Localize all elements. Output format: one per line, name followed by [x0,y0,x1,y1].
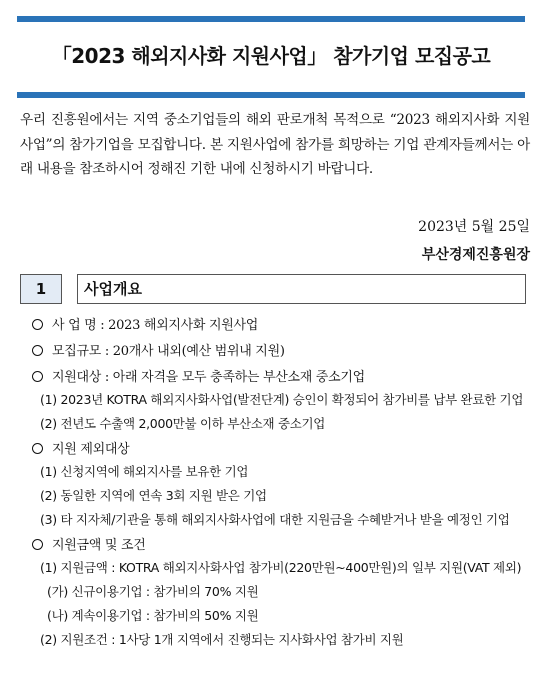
exclusion-item-3: (3) 타 지자체/기관을 통해 해외지사화사업에 대한 지원금을 수혜받거나 받을 예정인 기업 [40,512,510,527]
bullet-exclusions [32,438,129,457]
support-amount-continuing-company: (나) 계속이용기업 : 참가비의 50% 지원 [47,608,259,623]
bullet-project-name [32,314,258,333]
support-condition-item-2: (2) 지원조건 : 1사당 1개 지역에서 진행되는 지사화사업 참가비 지원 [40,632,404,647]
exclusion-item-1: (1) 신청지역에 해외지사를 보유한 기업 [40,464,249,479]
intro-paragraph: 우리 진흥원에서는 지역 중소기업들의 해외 판로개척 목적으로 “2023 해외지사화 지원사업”의 참가기업을 모집합니다. 본 지원사업에 참가를 희망하는 기업 관계자들께서는 아래 내용을 참조하시어 정해진 기한 내에 신청하시기 바랍니다. [20,112,530,177]
issuing-organization: 부산경제진흥원장 [421,247,530,263]
circle-bullet-icon [32,443,43,454]
notice-title: 「2023 해외지사화 지원사업」 참가기업 모집공고 [51,44,491,68]
support-amount-new-company: (가) 신규이용기업 : 참가비의 70% 지원 [47,584,259,599]
section-title: 사업개요 [77,274,526,304]
header-bottom-rule [17,92,525,98]
exclusions-text: 지원 제외대상 [52,442,130,457]
eligibility-text: 지원대상 : 아래 자격을 모두 충족하는 부산소재 중소기업 [52,370,365,385]
support-amount-text: 지원금액 및 조건 [52,538,146,553]
exclusion-item-2: (2) 동일한 지역에 연속 3회 지원 받은 기업 [40,488,267,503]
header-top-rule [17,16,525,22]
bullet-recruit-scale [32,340,285,359]
eligibility-item-2: (2) 전년도 수출액 2,000만불 이하 부산소재 중소기업 [40,416,326,431]
circle-bullet-icon [32,539,43,550]
eligibility-item-1: (1) 2023년 KOTRA 해외지사화사업(발전단계) 승인이 확정되어 참가비를 납부 완료한 기업 [40,392,524,407]
bullet-eligibility [32,366,365,385]
section-number: 1 [20,274,62,304]
support-amount-item-1: (1) 지원금액 : KOTRA 해외지사화사업 참가비(220만원~400만원)의 일부 지원(VAT 제외) [40,560,522,575]
project-name-text: 사 업 명 : 2023 해외지사화 지원사업 [52,318,259,333]
circle-bullet-icon [32,371,43,382]
circle-bullet-icon [32,319,43,330]
notice-date: 2023년 5월 25일 [418,219,530,235]
recruit-scale-text: 모집규모 : 20개사 내외(예산 범위내 지원) [52,344,285,359]
circle-bullet-icon [32,345,43,356]
bullet-support-amount [32,534,145,553]
